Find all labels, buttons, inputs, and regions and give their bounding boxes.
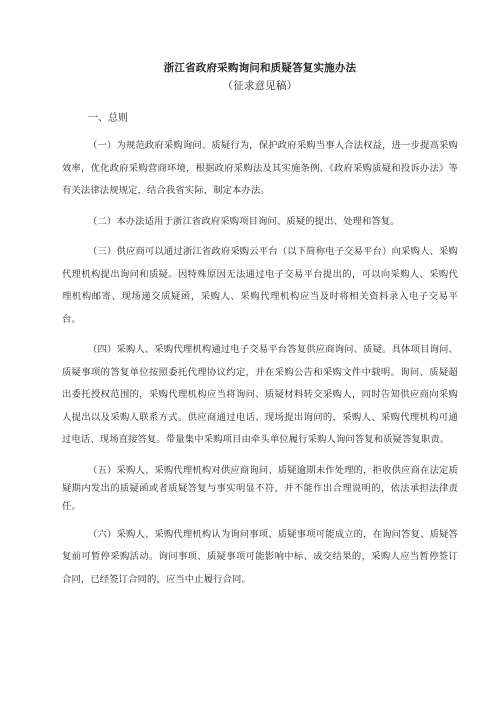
paragraph-2: （二）本办法适用于浙江省政府采购项目询问、质疑的提出、处理和答复。	[88, 215, 400, 227]
paragraph-4: （四）采购人、采购代理机构通过电子交易平台答复供应商询问、质疑。具体项目询问、质疑事项的答复单位按照委托代理协议约定，并在采购公告和采购文件中载明。询问、质疑超出委托授权范围的，采购代理机构应当将询问、质疑材料转交采购人，同时告知供应商向采购人提出以及采购人联系方式。供应商通过电话、现场提出询问的，采购人、采购代理机构可通过电话、现场直接答复。带量集中采购项目由牵头单位履行采购人询问答复和质疑答复职责。	[62, 344, 458, 445]
paragraph-3: （三）供应商可以通过浙江省政府采购云平台（以下简称电子交易平台）向采购人、采购代理机构提出询问和质疑。因特殊原因无法通过电子交易平台提出的，可以向采购人、采购代理机构邮寄、现场递交质疑函，采购人、采购代理机构应当及时将相关资料录入电子交易平台。	[62, 246, 458, 325]
document-subtitle: （征求意见稿）	[222, 80, 298, 92]
document-title: 浙江省政府采购询问和质疑答复实施办法	[163, 62, 357, 74]
paragraph-1: （一）为规范政府采购询问、质疑行为，保护政府采购当事人合法权益，进一步提高采购效率，优化政府采购营商环境，根据政府采购法及其实施条例、《政府采购质疑和投诉办法》等有关法律法规规定，结合我省实际，制定本办法。	[62, 140, 458, 196]
paragraph-5: （五）采购人、采购代理机构对供应商询问、质疑逾期未作处理的，拒收供应商在法定质疑期内发出的质疑函或者质疑答复与事实明显不符，并不能作出合理说明的，依法承担法律责任。	[62, 464, 458, 512]
paragraph-6: （六）采购人、采购代理机构认为询问事项、质疑事项可能成立的，在询问答复、质疑答复前可暂停采购活动。询问事项、质疑事项可能影响中标、成交结果的，采购人应当暂停签订合同，已经签订合同的，应当中止履行合同。	[62, 528, 458, 585]
section-heading: 一、总则	[88, 113, 128, 124]
